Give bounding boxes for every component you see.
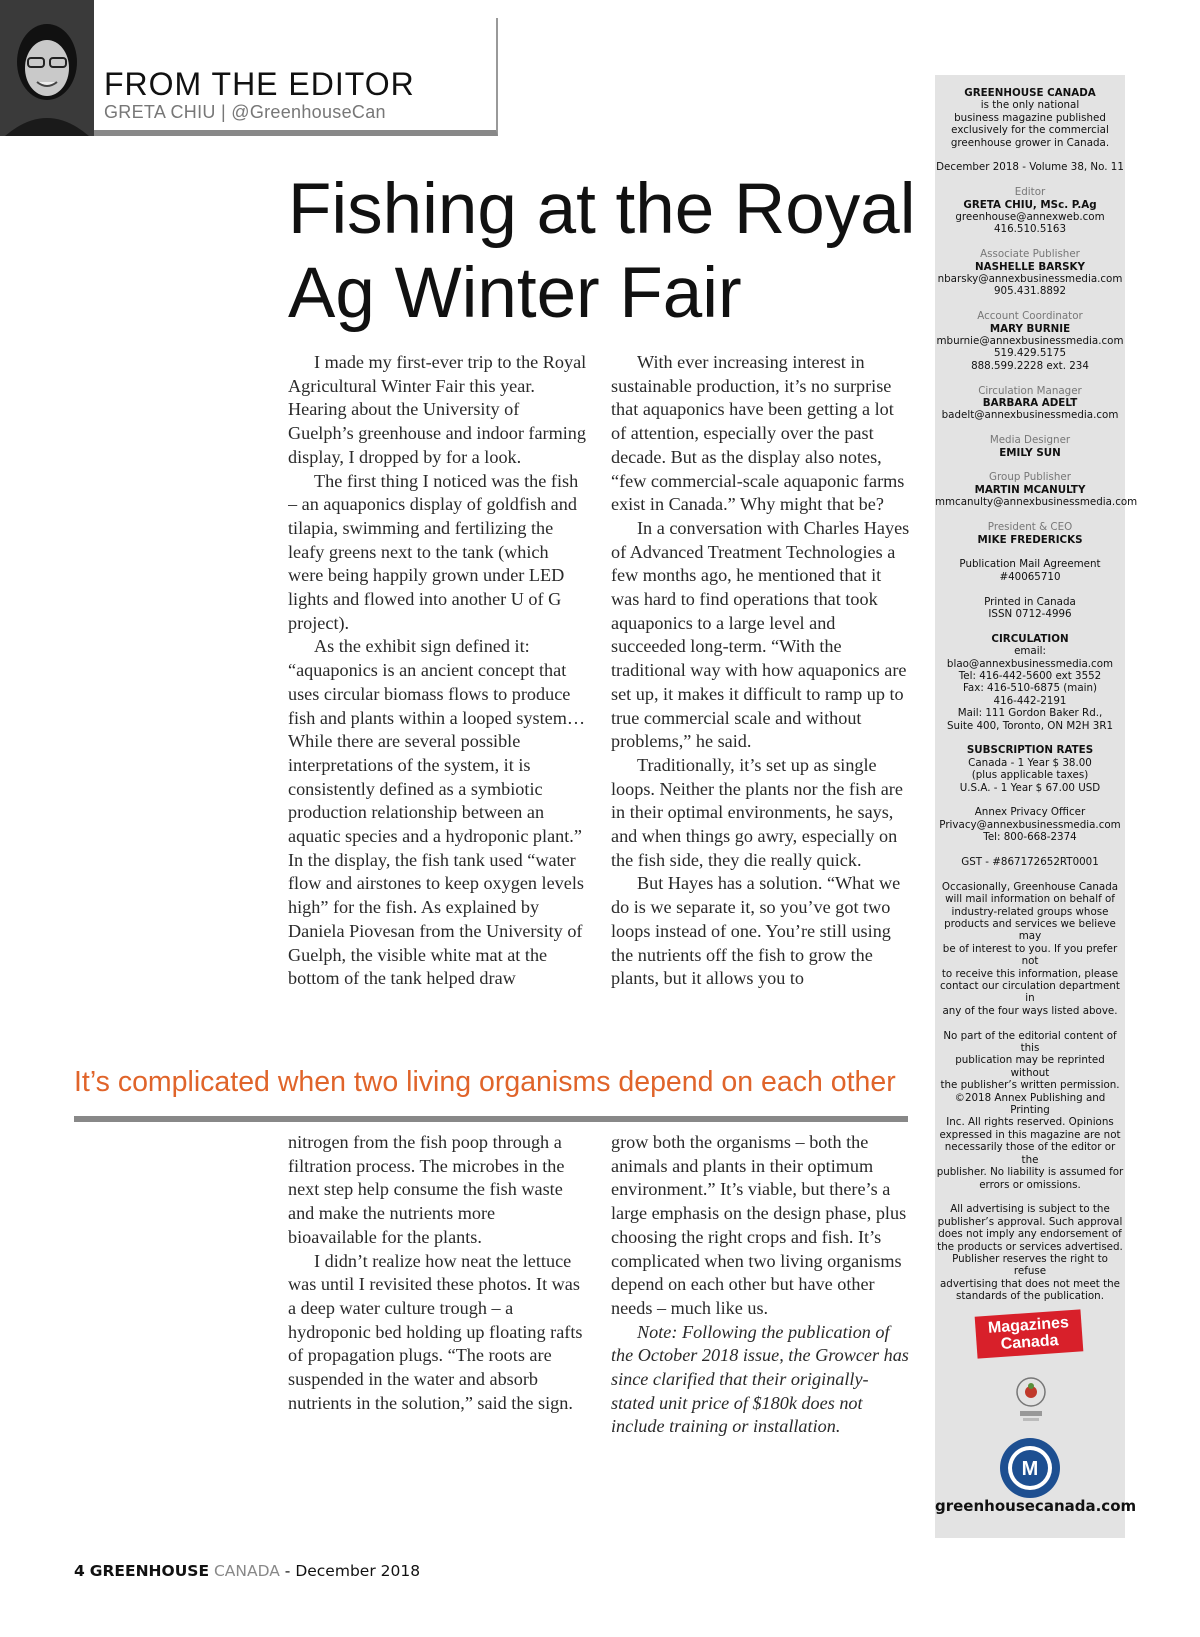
notice-line: be of interest to you. If you prefer not [942,942,1118,968]
copyright-line: No part of the editorial content of this [943,1029,1117,1055]
masthead-intro-line: is the only national [980,99,1080,112]
notice-line: will mail information on behalf of [945,893,1115,906]
paragraph: With ever increasing interest in sustainable production, it’s no surprise that aquaponics have been getting a lot of attention, especially over the past decade. But as the display also notes, “few commercial-scale aquaponic farms exist in Canada.” Why might that be? [611,352,905,515]
copyright-line: publisher. No liability is assumed for [936,1166,1124,1179]
masthead-gap [935,1017,1125,1029]
title-line-1: Fishing at the Royal [288,170,916,249]
advertising-line: Publisher reserves the right to refuse [952,1252,1108,1278]
mail-agreement: #40065710 [999,570,1061,583]
flowers-canada-logo [1014,1375,1048,1425]
masthead-intro-line: greenhouse grower in Canada. [950,136,1110,149]
title-line-2: Ag Winter Fair [288,254,742,333]
page-footer [74,1562,420,1580]
advertising-line: the products or services advertised. [937,1240,1123,1253]
masthead-gap [935,844,1125,856]
circulation-line: Tel: 416-442-5600 ext 3552 [958,669,1102,682]
pull-quote-rule [74,1116,908,1122]
staff-contact: mmcanulty@annexbusinessmedia.com [935,496,1138,509]
notice-line: industry-related groups whose [951,905,1109,918]
column-2-top [611,351,911,1039]
staff-role: President & CEO [987,521,1073,534]
masthead-gap [935,1191,1125,1203]
footer-issue: - December 2018 [284,1562,421,1580]
advertising-line: publisher’s approval. Such approval [937,1215,1123,1228]
copyright-line: expressed in this magazine are not [939,1128,1121,1141]
notice-line: any of the four ways listed above. [942,1004,1118,1017]
printed-info: Printed in Canada [984,595,1076,608]
staff-name: MARTIN MCANULTY [974,483,1086,496]
advertising-line: advertising that does not meet the [939,1277,1120,1290]
staff-role: Circulation Manager [978,384,1082,397]
notice-line: products and services we believe may [944,917,1116,943]
paragraph: I didn’t realize how neat the lettuce was until I revisited these photos. It was a deep water culture trough – a hydroponic bed holding up floating rafts of propagation plugs. “The roots are suspended in the water and absorb nutrients in the solution,” said the sign. [288,1250,583,1413]
magazines-canada-logo [975,1309,1084,1358]
printed-info: ISSN 0712-4996 [988,607,1072,620]
copyright-line: ©2018 Annex Publishing and Printing [954,1091,1106,1117]
masthead-gap [935,732,1125,744]
advertising-line: does not imply any endorsement of [938,1228,1122,1241]
copyright-line: publication may be reprinted without [955,1054,1105,1079]
circulation-line: Mail: 111 Gordon Baker Rd., [957,707,1103,720]
staff-contact: 888.599.2228 ext. 234 [971,359,1089,372]
staff-contact: badelt@annexbusinessmedia.com [941,409,1119,422]
staff-name: MIKE FREDERICKS [977,533,1083,546]
page-number: 4 [74,1562,85,1580]
masthead-gap [935,868,1125,880]
paragraph: The first thing I noticed was the fish – an aquaponics display of goldfish and tilapia, swimming and fertilizing the leafy greens next to the tank (which were being happily grown under LED lights and flowed into another U of G project). [288,470,579,633]
byline: GRETA CHIU | @GreenhouseCan [104,102,386,122]
notice-line: contact our circulation department in [940,980,1120,1005]
masthead-gap [935,459,1125,471]
column-1-top [288,351,588,1039]
masthead-intro-title: GREENHOUSE CANADA [964,87,1096,99]
masthead-gap [935,509,1125,521]
staff-name: BARBARA ADELT [982,397,1078,410]
masthead-gap [935,583,1125,595]
footer-mag-light: CANADA [213,1562,280,1580]
circulation-heading: CIRCULATION [991,632,1069,645]
staff-role: Account Coordinator [977,310,1083,323]
issue-info: December 2018 - Volume 38, No. 11 [936,161,1124,174]
subscription-line: U.S.A. - 1 Year $ 67.00 USD [959,781,1101,794]
masthead-sidebar [935,75,1138,1538]
copyright-line: errors or omissions. [979,1178,1081,1191]
masthead-intro-line: business magazine published [954,111,1106,124]
paragraph: In a conversation with Charles Hayes of Advanced Treatment Technologies a few months ago, he mentioned that it was hard to find operations that took aquaponics to a large level and succeeded long-term. “With the traditional way with how aquaponics are set up, it makes it difficult to ramp up to true commercial scale and without problems,” he said. [611,517,910,752]
pull-quote: It’s complicated when two living organisms depend on each other [74,1066,896,1098]
staff-contact: 905.431.8892 [993,285,1067,298]
staff-contact: mburnie@annexbusinessmedia.com [936,335,1124,348]
privacy-line: Tel: 800-668-2374 [983,831,1077,844]
masthead-gap [935,298,1125,310]
paragraph: grow both the organisms – both the animals and plants in their optimum environment.” It’s viable, but there’s a large emphasis on the design phase, plus choosing the right crops and fish. It’s complicated when two living organisms depend on each other but have other needs – much like us. [611,1132,907,1318]
mail-agreement: Publication Mail Agreement [959,558,1101,571]
circulation-line: Fax: 416-510-6875 (main) [962,682,1098,695]
advertising-line: All advertising is subject to the [950,1203,1110,1216]
paragraph: Traditionally, it’s set up as single loops. Neither the plants nor the fish are in their optimal environments, he says, and when things go awry, especially on the fish side, they die really quick. [611,754,903,870]
paragraph: But Hayes has a solution. “What we do is we separate it, so you’ve got two loops instead of one. You’re still using the nutrients off the fish to grow the plants, but it allows you to [611,873,901,989]
svg-text:M: M [1021,1458,1039,1480]
masthead-gap [935,236,1125,248]
staff-name: NASHELLE BARSKY [975,260,1085,273]
copyright-line: necessarily those of the editor or the [944,1141,1116,1166]
copyright-line: Inc. All rights reserved. Opinions [946,1116,1114,1129]
masthead-gap [935,149,1125,161]
staff-role: Media Designer [989,434,1071,447]
staff-name: EMILY SUN [999,446,1061,459]
mc-logo-line-1: Magazines [987,1314,1070,1337]
privacy-line: Privacy@annexbusinessmedia.com [939,818,1121,831]
column-2-bottom [611,1131,911,1439]
masthead-gap [935,174,1125,186]
privacy-line: Annex Privacy Officer [974,806,1086,819]
staff-role: Editor [1014,186,1046,199]
footer-mag-bold: GREENHOUSE [89,1562,210,1580]
editor-note: Note: Following the publication of the October 2018 issue, the Growcer has since clarified that their originally-stated unit price of $180k does not include training or installation. [611,1321,909,1437]
circulation-line: email: blao@annexbusinessmedia.com [946,645,1114,670]
gst-number: GST - #867172652RT0001 [961,855,1099,868]
paragraph: I made my first-ever trip to the Royal Agricultural Winter Fair this year. Hearing about the University of Guelph’s greenhouse and indoor farming display, I dropped by for a look. [288,352,587,467]
staff-contact: nbarsky@annexbusinessmedia.com [937,273,1123,286]
subscription-heading: SUBSCRIPTION RATES [966,744,1094,757]
masthead-gap [935,794,1125,806]
website-url[interactable]: greenhousecanada.com [935,1497,1137,1515]
article-title [288,168,928,336]
section-title: FROM THE EDITOR [104,66,415,102]
paragraph: nitrogen from the fish poop through a filtration process. The microbes in the next step help consume the fish waste and make the nutrients more bioavailable for the plants. [288,1132,565,1247]
notice-line: Occasionally, Greenhouse Canada [941,880,1119,893]
mc-logo-line-2: Canada [1000,1331,1060,1353]
circulation-line: 416-442-2191 [993,694,1067,707]
staff-name: GRETA CHIU, MSc. P.Ag [963,198,1097,211]
masthead-gap [935,422,1125,434]
subscription-line: (plus applicable taxes) [971,769,1089,782]
notice-line: to receive this information, please [941,967,1119,980]
masthead-gap [935,372,1125,384]
masthead-content [935,87,1138,1303]
staff-contact: 416.510.5163 [993,223,1067,236]
staff-role: Group Publisher [989,471,1071,484]
paragraph: As the exhibit sign defined it: “aquaponics is an ancient concept that uses circular biomass flows to produce fish and plants within a looped system…While there are several possible interpretations of the system, it is consistently defined as a symbiotic production relationship between an aquatic species and a hydroponic plant.” In the display, the fish tank used “water flow and airstones to keep oxygen levels high” for the fish. As explained by Daniela Piovesan from the University of Guelph, the visible white mat at the bottom of the tank helped draw [288,636,586,989]
copyright-line: the publisher’s written permission. [940,1079,1120,1092]
staff-name: MARY BURNIE [989,322,1071,335]
column-1-bottom [288,1131,588,1415]
staff-contact: 519.429.5175 [993,347,1067,360]
editor-photo [0,0,94,136]
certified-compliant-logo [999,1437,1061,1499]
staff-contact: greenhouse@annexweb.com [955,211,1105,224]
advertising-line: standards of the publication. [956,1290,1104,1303]
masthead-gap [935,620,1125,632]
masthead-gap [935,546,1125,558]
subscription-line: Canada - 1 Year $ 38.00 [968,756,1092,769]
staff-role: Associate Publisher [980,248,1080,261]
masthead-intro-line: exclusively for the commercial [951,124,1109,137]
circulation-line: Suite 400, Toronto, ON M2H 3R1 [946,719,1114,732]
